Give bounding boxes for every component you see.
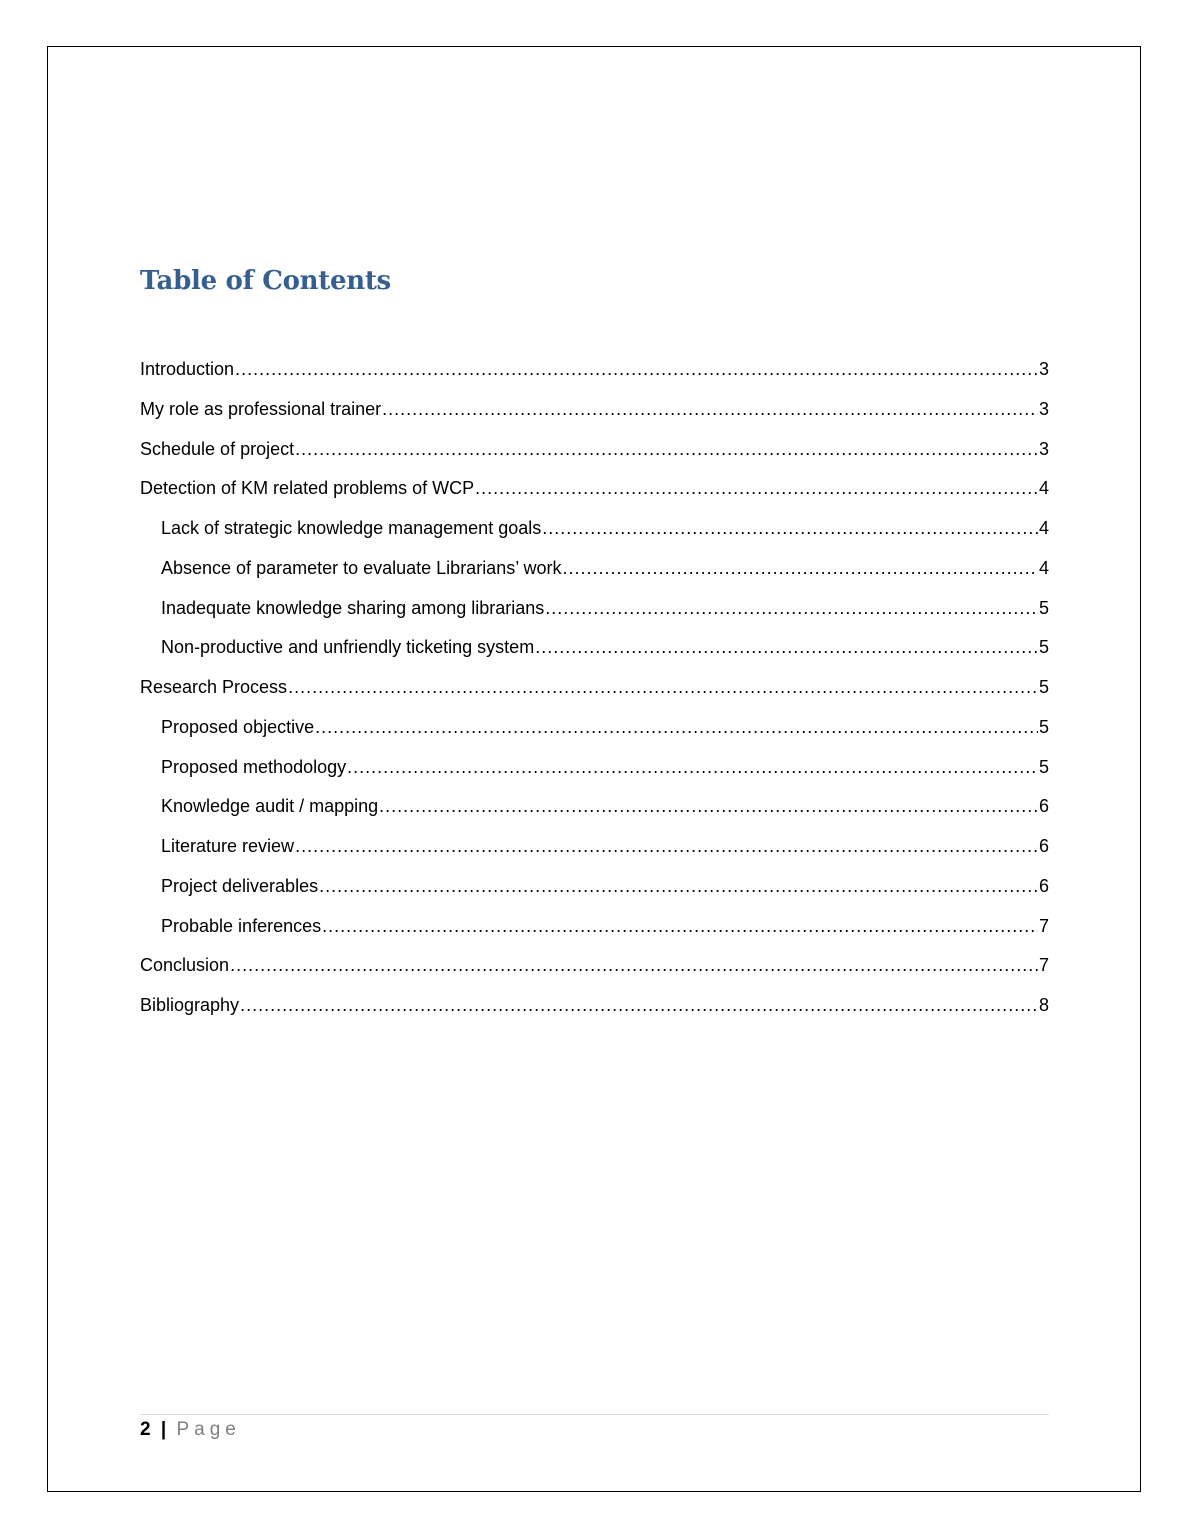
toc-dot-leader	[379, 787, 1038, 827]
toc-entry-page: 5	[1038, 716, 1049, 737]
toc-entry-page: 7	[1038, 955, 1049, 976]
toc-dot-leader	[563, 549, 1038, 589]
toc-entry-strategic-goals[interactable]	[140, 509, 1049, 549]
toc-entry-label: My role as professional trainer	[140, 398, 382, 419]
toc-entry-schedule[interactable]	[140, 430, 1049, 470]
toc-dot-leader	[319, 867, 1038, 907]
toc-entry-label: Introduction	[140, 359, 235, 379]
toc-entry-knowledge-audit[interactable]	[140, 787, 1049, 827]
toc-entry-label: Knowledge audit / mapping	[161, 796, 379, 817]
toc-entry-my-role[interactable]	[140, 390, 1049, 430]
toc-entry-research-process[interactable]	[140, 668, 1049, 708]
toc-entry-label: Absence of parameter to evaluate Librarians’ work	[161, 557, 562, 578]
toc-dot-leader	[347, 748, 1038, 788]
toc-dot-leader	[322, 907, 1038, 947]
toc-entry-page: 5	[1038, 756, 1049, 777]
toc-dot-leader	[288, 668, 1038, 708]
toc-entry-bibliography[interactable]	[140, 986, 1049, 1026]
toc-entry-label: Literature review	[161, 836, 295, 856]
footer-page-number: 2	[140, 1419, 151, 1440]
toc-entry-page: 7	[1038, 915, 1049, 936]
toc-entry-page: 6	[1038, 836, 1049, 856]
toc-entry-page: 5	[1038, 677, 1049, 697]
toc-entry-page: 5	[1038, 597, 1049, 618]
toc-dot-leader	[542, 509, 1038, 549]
toc-entry-proposed-objective[interactable]	[140, 708, 1049, 748]
toc-dot-leader	[315, 708, 1038, 748]
toc-entry-probable-inferences[interactable]	[140, 907, 1049, 947]
toc-entry-label: Conclusion	[140, 955, 230, 976]
toc-entry-label: Inadequate knowledge sharing among librarians	[161, 597, 545, 618]
toc-dot-leader	[240, 986, 1038, 1026]
toc-list	[140, 350, 1049, 1026]
toc-entry-label: Probable inferences	[161, 915, 322, 936]
toc-entry-page: 3	[1038, 438, 1049, 459]
toc-entry-conclusion[interactable]	[140, 946, 1049, 986]
toc-entry-label: Proposed objective	[161, 716, 315, 737]
toc-entry-label: Detection of KM related problems of WCP	[140, 478, 475, 499]
toc-dot-leader	[230, 946, 1038, 986]
toc-entry-label: Lack of strategic knowledge management goals	[161, 518, 542, 538]
toc-entry-label: Non-productive and unfriendly ticketing system	[161, 637, 535, 658]
toc-entry-detection[interactable]	[140, 469, 1049, 509]
toc-dot-leader	[295, 827, 1038, 867]
toc-entry-label: Schedule of project	[140, 438, 295, 459]
toc-entry-absence-parameter[interactable]	[140, 549, 1049, 589]
toc-entry-label: Bibliography	[140, 995, 240, 1015]
toc-dot-leader	[535, 628, 1038, 668]
toc-dot-leader	[545, 589, 1038, 629]
toc-entry-page: 6	[1038, 875, 1049, 896]
toc-dot-leader	[235, 350, 1038, 390]
toc-entry-label: Proposed methodology	[161, 756, 347, 777]
toc-entry-page: 4	[1038, 518, 1049, 538]
toc-entry-page: 4	[1038, 557, 1049, 578]
footer-divider	[140, 1414, 1049, 1415]
toc-entry-page: 6	[1038, 796, 1049, 817]
toc-dot-leader	[382, 390, 1038, 430]
toc-entry-project-deliverables[interactable]	[140, 867, 1049, 907]
toc-entry-proposed-methodology[interactable]	[140, 748, 1049, 788]
toc-entry-page: 3	[1038, 359, 1049, 379]
footer-page-word: Page	[176, 1419, 241, 1440]
toc-entry-page: 4	[1038, 478, 1049, 499]
toc-entry-page: 8	[1038, 995, 1049, 1015]
toc-title: Table of Contents	[140, 266, 391, 296]
toc-entry-page: 5	[1038, 637, 1049, 658]
toc-dot-leader	[295, 430, 1038, 470]
toc-entry-knowledge-sharing[interactable]	[140, 589, 1049, 629]
toc-entry-ticketing-system[interactable]	[140, 628, 1049, 668]
toc-entry-label: Project deliverables	[161, 875, 319, 896]
footer-separator: |	[160, 1419, 167, 1440]
toc-entry-page: 3	[1038, 398, 1049, 419]
page-footer	[140, 1419, 241, 1441]
toc-entry-label: Research Process	[140, 677, 288, 697]
toc-dot-leader	[475, 469, 1038, 509]
toc-entry-literature-review[interactable]	[140, 827, 1049, 867]
toc-entry-introduction[interactable]	[140, 350, 1049, 390]
